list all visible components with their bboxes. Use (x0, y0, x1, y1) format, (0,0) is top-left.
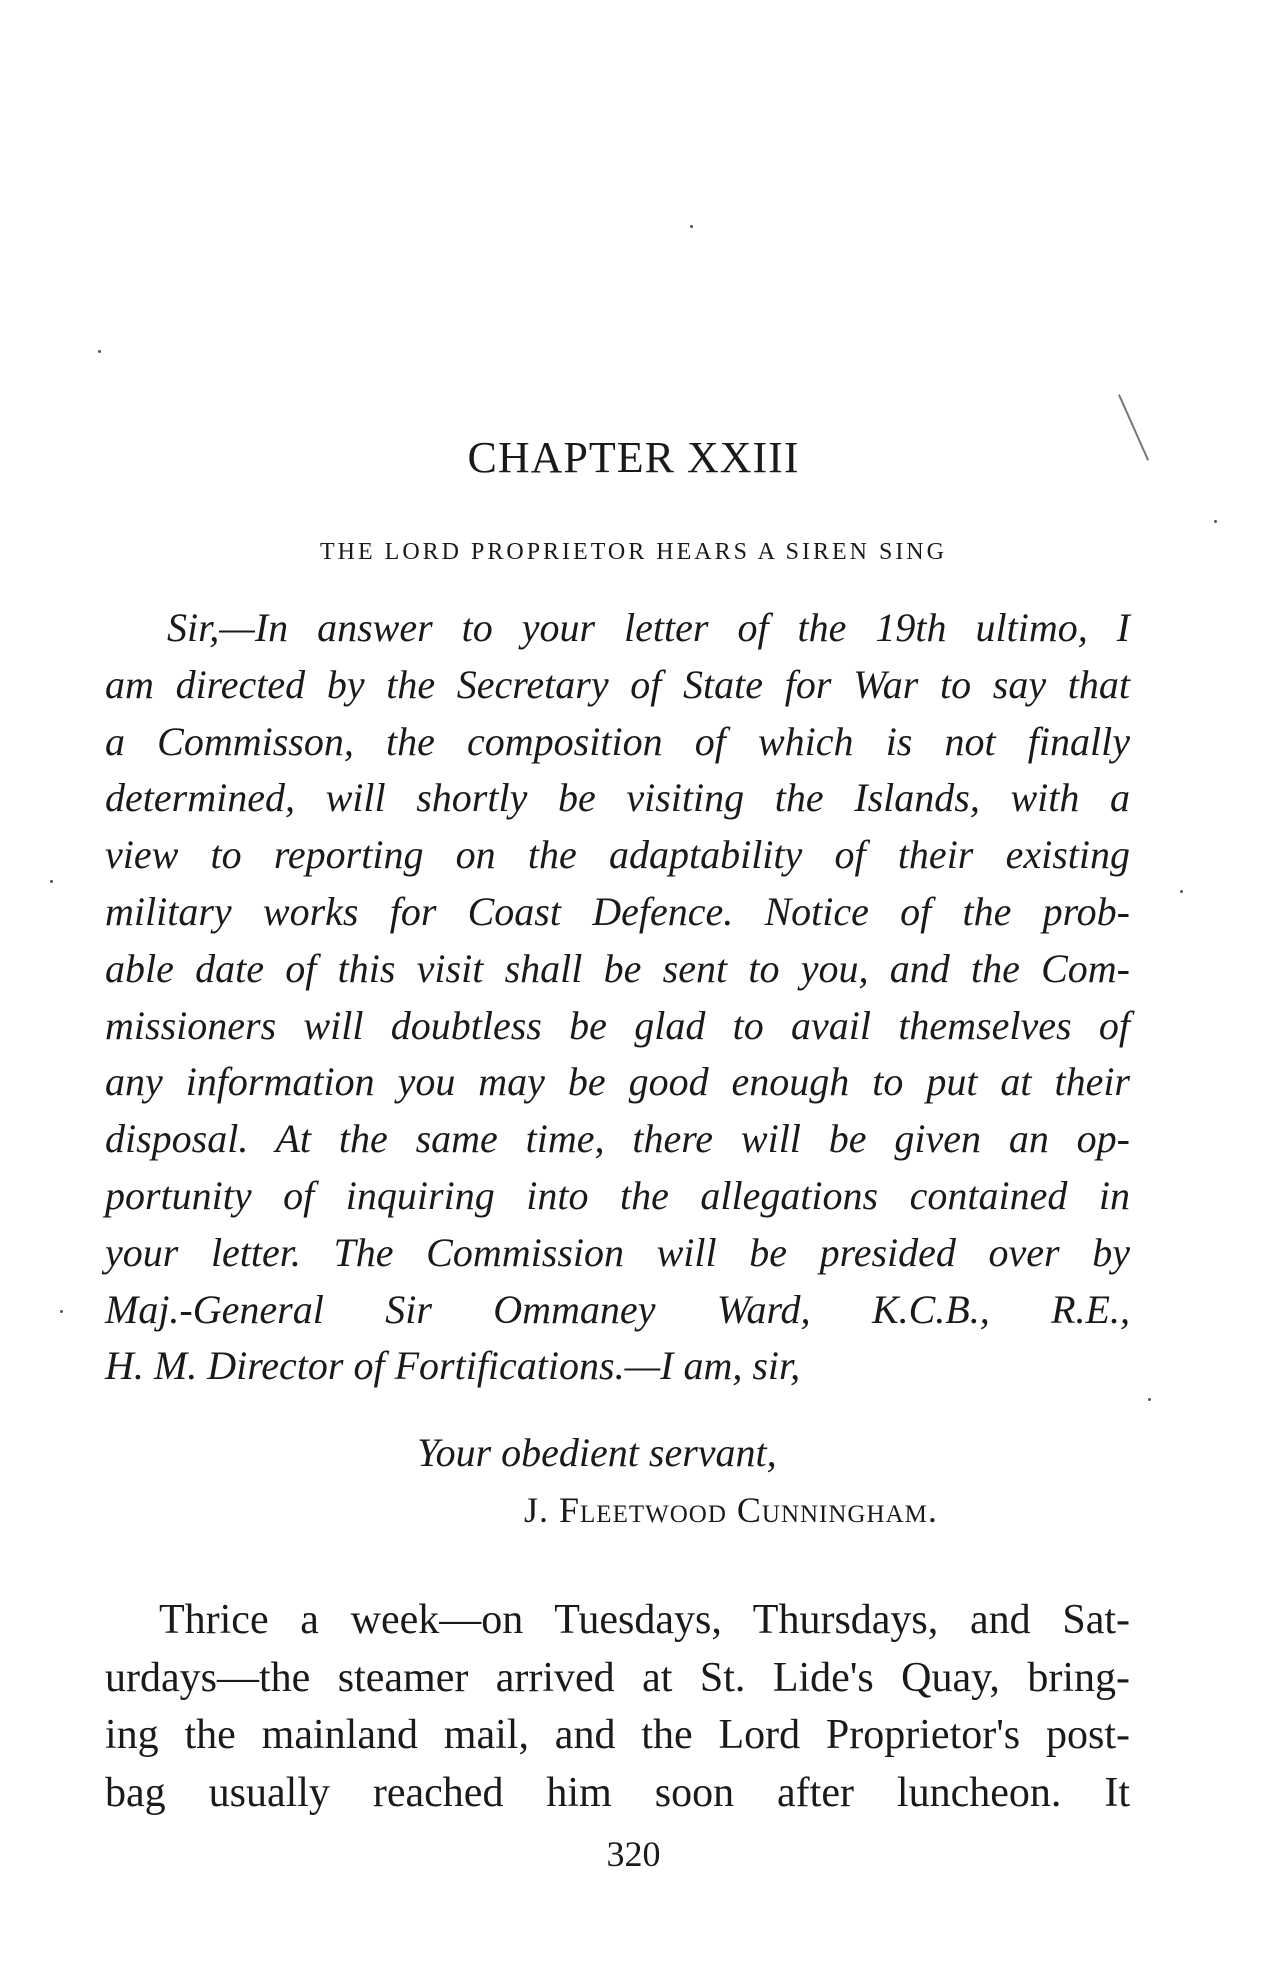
letter-line: Maj.-General Sir Ommaney Ward, K.C.B., R.E., (105, 1286, 1130, 1332)
letter-line: any information you may be good enough to put at their (105, 1059, 1130, 1105)
letter-line: military works for Coast Defence. Notice of the prob- (105, 888, 1130, 934)
chapter-subtitle: THE LORD PROPRIETOR HEARS A SIREN SING (320, 539, 947, 565)
page-number: 320 (606, 1834, 661, 1874)
letter-line: am directed by the Secretary of State for War to say that (105, 661, 1130, 707)
letter-line: your letter. The Commission will be presided over by (105, 1229, 1130, 1275)
body-line: urdays—the steamer arrived at St. Lide's Quay, bring- (105, 1654, 1130, 1701)
speck (1180, 890, 1183, 893)
letter-line: portunity of inquiring into the allegations contained in (105, 1172, 1130, 1218)
letter-closing: Your obedient servant, (417, 1430, 777, 1475)
letter-line: Sir,—In answer to your letter of the 19th ultimo, I (167, 605, 1130, 650)
speck (1148, 1398, 1151, 1401)
letter-line: able date of this visit shall be sent to you, and the Com- (105, 945, 1130, 991)
letter-line: missioners will doubtless be glad to avail themselves of (105, 1002, 1130, 1048)
speck (1214, 520, 1217, 523)
body-line: bag usually reached him soon after luncheon. It (105, 1770, 1130, 1817)
body-line: ing the mainland mail, and the Lord Proprietor's post- (105, 1712, 1130, 1759)
letter-line: a Commisson, the composition of which is not finally (105, 718, 1130, 764)
speck (60, 1310, 63, 1313)
letter-line: disposal. At the same time, there will be given an op- (105, 1116, 1130, 1162)
quoted-letter (105, 600, 1130, 1395)
speck (690, 225, 693, 228)
letter-line: H. M. Director of Fortifications.—I am, sir, (105, 1343, 801, 1389)
letter-line: view to reporting on the adaptability of their existing (105, 832, 1130, 878)
body-paragraph (105, 1592, 1130, 1823)
letter-line: determined, will shortly be visiting the Islands, with a (105, 775, 1130, 821)
chapter-title: CHAPTER XXIII (467, 433, 800, 482)
speck (50, 880, 53, 883)
body-line: Thrice a week—on Tuesdays, Thursdays, and Sat- (159, 1597, 1130, 1643)
speck (98, 350, 101, 353)
signature-text: J. Fleetwood Cunningham. (524, 1490, 938, 1530)
letter-signature (524, 1482, 938, 1538)
